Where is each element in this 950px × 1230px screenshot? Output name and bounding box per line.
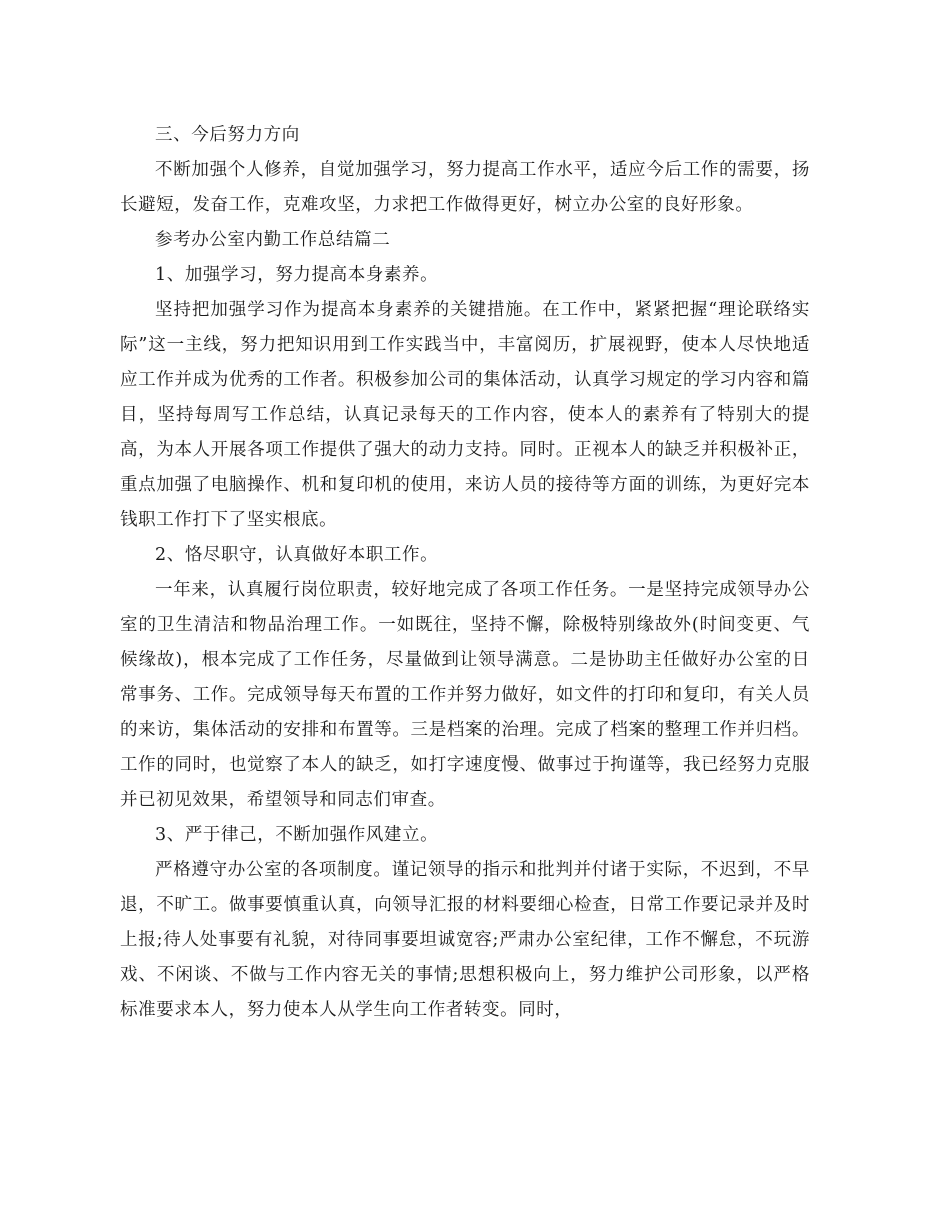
body-paragraph: 坚持把加强学习作为提高本身素养的关键措施。在工作中，紧紧把握“理论联络实际”这一主线，努力把知识用到工作实践当中，丰富阅历，扩展视野，使本人尽快地适应工作并成为优秀的工作者。积极参加公司的集体活动，认真学习规定的学习内容和篇目，坚持每周写工作总结，认真记录每天的工作内容，使本人的素养有了特别大的提高，为本人开展各项工作提供了强大的动力支持。同时。正视本人的缺乏并积极补正，重点加强了电脑操作、机和复印机的使用，来访人员的接待等方面的训练，为更好完本钱职工作打下了坚实根底。 [120,300,810,530]
body-paragraph: 一年来，认真履行岗位职责，较好地完成了各项工作任务。一是坚持完成领导办公室的卫生清洁和物品治理工作。一如既往，坚持不懈，除极特别缘故外(时间变更、气候缘故)，根本完成了工作任务，尽量做到让领导满意。二是协助主任做好办公室的日常事务、工作。完成领导每天布置的工作并努力做好，如文件的打印和复印，有关人员的来访，集体活动的安排和布置等。三是档案的治理。完成了档案的整理工作并归档。工作的同时，也觉察了本人的缺乏，如打字速度慢、做事过于拘谨等，我已经努力克服并已初见效果，希望领导和同志们审查。 [120,580,810,810]
body-paragraph: 不断加强个人修养，自觉加强学习，努力提高工作水平，适应今后工作的需要，扬长避短，发奋工作，克难攻坚，力求把工作做得更好，树立办公室的良好形象。 [120,160,810,215]
article-title: 参考办公室内勤工作总结篇二 [155,230,391,250]
section-heading: 3、严于律己，不断加强作风建立。 [155,825,439,845]
document-body [120,118,810,1028]
body-paragraph: 严格遵守办公室的各项制度。谨记领导的指示和批判并付诸于实际，不迟到，不早退，不旷工。做事要慎重认真，向领导汇报的材料要细心检查，日常工作要记录并及时上报;待人处事要有礼貌，对待同事要坦诚宽容;严肃办公室纪律，工作不懈怠，不玩游戏、不闲谈、不做与工作内容无关的事情;思想积极向上，努力维护公司形象，以严格标准要求本人，努力使本人从学生向工作者转变。同时， [120,860,810,1020]
section-heading: 2、恪尽职守，认真做好本职工作。 [155,545,439,565]
section-heading: 三、今后努力方向 [155,125,300,145]
section-heading: 1、加强学习，努力提高本身素养。 [155,265,439,285]
